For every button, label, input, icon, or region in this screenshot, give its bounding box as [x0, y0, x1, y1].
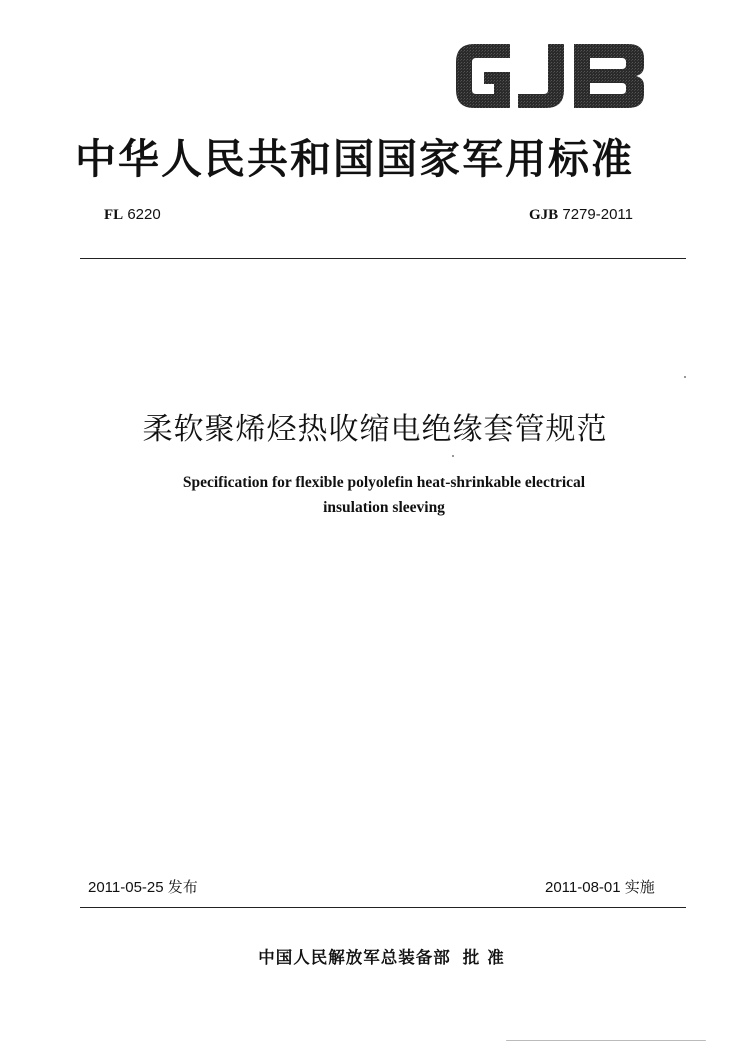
title-english: [0, 470, 750, 520]
implementation-date: 2011-08-01 实施: [545, 879, 655, 896]
scan-edge-mark: [506, 1040, 706, 1041]
title-english-line-2: insulation sleeving: [323, 499, 445, 516]
classification-number: 6220: [127, 206, 161, 223]
standard-type-heading: 中华人民共和国国家军用标准: [75, 135, 634, 183]
issuing-organization: 中国人民解放军总装备部: [258, 948, 451, 967]
classification-prefix: FL: [104, 207, 124, 223]
standard-prefix: GJB: [529, 207, 559, 223]
gjb-logo: [452, 38, 648, 114]
gjb-logo-mark: [452, 38, 648, 114]
title-chinese: 柔软聚烯烃热收缩电绝缘套管规范: [142, 412, 608, 447]
footer-divider: [80, 907, 686, 908]
header-divider: [80, 258, 686, 259]
approval-text: 批准: [462, 948, 512, 967]
scan-speck: [684, 376, 686, 378]
standard-number: 7279-2011: [562, 206, 633, 223]
issue-date: 2011-05-25 发布: [88, 879, 198, 896]
title-english-line-1: Specification for flexible polyolefin heat-shrinkable electrical: [182, 474, 586, 491]
standard-code: [529, 206, 633, 224]
scan-speck: [452, 455, 454, 457]
issuing-authority: [0, 944, 750, 968]
classification-code: [104, 206, 161, 224]
